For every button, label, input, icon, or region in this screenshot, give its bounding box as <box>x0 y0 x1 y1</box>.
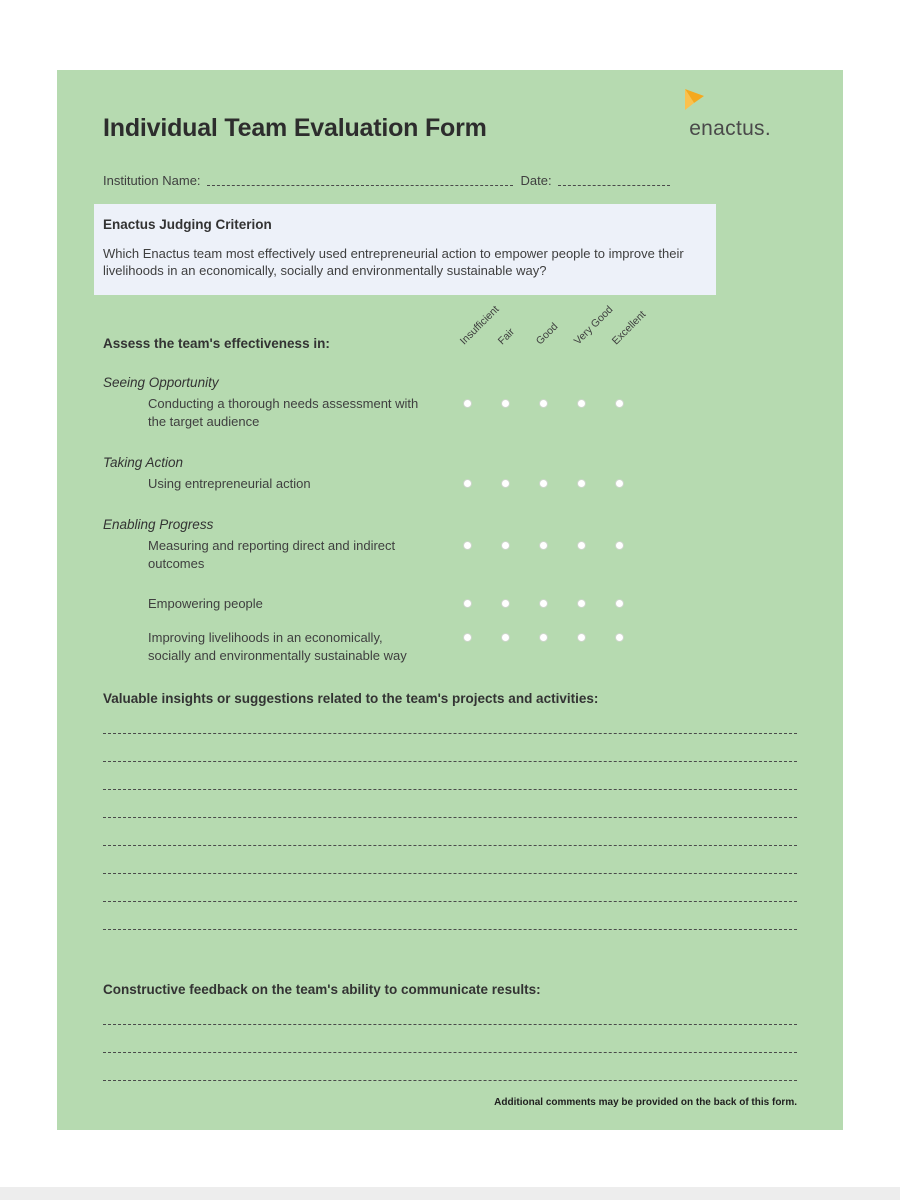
enactus-flag-icon <box>681 88 707 125</box>
date-label: Date: <box>520 173 552 188</box>
rating-cell <box>562 599 600 613</box>
rating-radio[interactable] <box>577 633 586 642</box>
rating-column-label: Excellent <box>609 308 649 348</box>
rating-cell <box>486 633 524 647</box>
assessment-item-label: Improving livelihoods in an economically, socially and environmentally sustainable way <box>148 630 407 663</box>
assessment-item-label: Measuring and reporting direct and indirect outcomes <box>148 538 396 571</box>
rating-column-label: Insufficient <box>457 303 502 348</box>
rating-radio[interactable] <box>463 479 472 488</box>
rating-cell <box>448 541 486 555</box>
rating-radio[interactable] <box>577 479 586 488</box>
writing-line[interactable] <box>103 997 797 1025</box>
institution-date-row <box>103 171 797 188</box>
rating-radio[interactable] <box>539 599 548 608</box>
assessment-group-title: Taking Action <box>103 455 184 470</box>
rating-cell <box>562 399 600 413</box>
judging-criterion-heading: Enactus Judging Criterion <box>103 217 272 232</box>
rating-column <box>600 308 649 351</box>
rating-cell <box>486 479 524 493</box>
assessment-item-row <box>103 475 797 493</box>
writing-line[interactable] <box>103 846 797 874</box>
writing-line[interactable] <box>103 734 797 762</box>
writing-line[interactable] <box>103 902 797 930</box>
writing-line[interactable] <box>103 818 797 846</box>
rating-radio[interactable] <box>577 399 586 408</box>
writing-line[interactable] <box>103 762 797 790</box>
writing-line[interactable] <box>103 706 797 734</box>
rating-cell <box>562 633 600 647</box>
rating-radio[interactable] <box>463 399 472 408</box>
rating-radio[interactable] <box>615 599 624 608</box>
rating-radio[interactable] <box>501 541 510 550</box>
rating-cell <box>562 541 600 555</box>
assessment-item-label: Using entrepreneurial action <box>148 476 311 491</box>
date-field[interactable] <box>558 171 670 186</box>
rating-options <box>448 395 638 413</box>
page-title: Individual Team Evaluation Form <box>103 114 487 142</box>
rating-cell <box>524 399 562 413</box>
additional-comments-note: Additional comments may be provided on the back of this form. <box>494 1097 797 1108</box>
rating-options <box>448 595 638 613</box>
rating-radio[interactable] <box>463 599 472 608</box>
rating-cell <box>524 479 562 493</box>
assessment-item-label: Conducting a thorough needs assessment with the target audience <box>148 396 419 429</box>
form-header <box>103 70 797 143</box>
rating-cell <box>524 541 562 555</box>
rating-radio[interactable] <box>463 633 472 642</box>
rating-column <box>448 303 502 351</box>
rating-radio[interactable] <box>539 399 548 408</box>
rating-cell <box>486 599 524 613</box>
enactus-logo <box>689 117 771 141</box>
rating-column-label: Fair <box>495 325 518 348</box>
insights-heading: Valuable insights or suggestions related to the team's projects and activities: <box>103 691 599 706</box>
rating-cell <box>448 399 486 413</box>
assessment-group-title: Seeing Opportunity <box>103 375 219 390</box>
rating-cell <box>600 633 638 647</box>
rating-radio[interactable] <box>577 599 586 608</box>
writing-line[interactable] <box>103 1025 797 1053</box>
assessment-item-row <box>103 537 797 573</box>
assessment-item-label: Empowering people <box>148 596 263 611</box>
insights-writing-area <box>103 706 797 930</box>
rating-cell <box>562 479 600 493</box>
institution-name-field[interactable] <box>207 171 513 186</box>
rating-cell <box>524 599 562 613</box>
feedback-heading: Constructive feedback on the team's ability to communicate results: <box>103 982 541 997</box>
rating-radio[interactable] <box>615 541 624 550</box>
rating-cell <box>600 599 638 613</box>
rating-column <box>562 303 616 351</box>
rating-column <box>486 325 524 351</box>
rating-radio[interactable] <box>539 541 548 550</box>
assessment-item-row <box>103 595 797 613</box>
rating-radio[interactable] <box>501 599 510 608</box>
feedback-writing-area <box>103 997 797 1081</box>
enactus-wordmark: enactus. <box>689 117 771 140</box>
writing-line[interactable] <box>103 1053 797 1081</box>
rating-cell <box>448 479 486 493</box>
rating-radio[interactable] <box>501 633 510 642</box>
rating-radio[interactable] <box>539 479 548 488</box>
rating-cell <box>600 399 638 413</box>
judging-criterion-text: Which Enactus team most effectively used entrepreneurial action to empower people to improve their livelihoods in an economically, socially and environmentally sustainable way? <box>103 246 684 278</box>
form-page <box>57 70 843 1130</box>
rating-cell <box>448 599 486 613</box>
rating-radio[interactable] <box>501 479 510 488</box>
rating-radio[interactable] <box>615 399 624 408</box>
institution-name-label: Institution Name: <box>103 173 201 188</box>
writing-line[interactable] <box>103 790 797 818</box>
rating-options <box>448 629 638 647</box>
rating-cell <box>486 541 524 555</box>
rating-options <box>448 537 638 555</box>
rating-cell <box>600 541 638 555</box>
rating-column-label: Very Good <box>571 303 616 348</box>
assessment-group-title: Enabling Progress <box>103 517 214 532</box>
writing-line[interactable] <box>103 874 797 902</box>
page-bottom-strip <box>0 1187 900 1200</box>
rating-radio[interactable] <box>501 399 510 408</box>
rating-radio[interactable] <box>539 633 548 642</box>
rating-cell <box>486 399 524 413</box>
judging-criterion-box <box>94 204 716 295</box>
rating-options <box>448 475 638 493</box>
rating-radio[interactable] <box>577 541 586 550</box>
rating-radio[interactable] <box>615 633 624 642</box>
assessment-item-row <box>103 629 797 665</box>
rating-cell <box>600 479 638 493</box>
rating-radio[interactable] <box>615 479 624 488</box>
assessment-item-row <box>103 395 797 431</box>
rating-column-headers <box>448 303 649 351</box>
assessment-header <box>103 303 797 351</box>
rating-cell <box>524 633 562 647</box>
rating-radio[interactable] <box>463 541 472 550</box>
assessment-heading: Assess the team's effectiveness in: <box>103 336 330 351</box>
rating-column-label: Good <box>533 320 561 348</box>
rating-column <box>524 320 562 351</box>
rating-cell <box>448 633 486 647</box>
